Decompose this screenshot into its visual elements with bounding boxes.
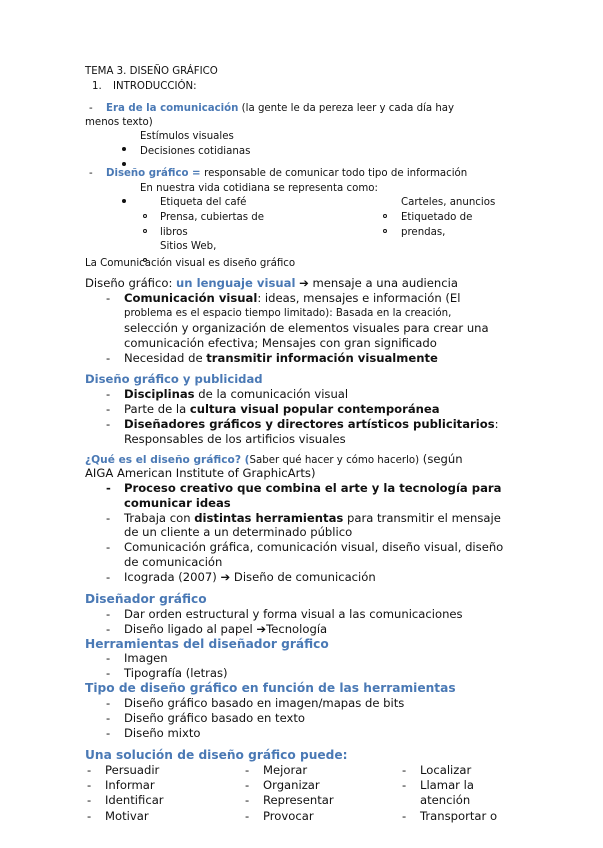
dash-bullet: - (89, 103, 93, 114)
dash-bullet: - (89, 168, 93, 179)
que-note: Saber qué hacer y cómo hacerlo) (249, 455, 420, 466)
solucion-col3-item: atención (420, 793, 471, 807)
dash-bullet: - (106, 607, 111, 621)
comunicacion-line: Comunicación gráfica, comunicación visual, diseño visual, diseño (124, 540, 504, 554)
era-item: Decisiones cotidianas (140, 146, 251, 157)
dash-bullet: - (106, 711, 111, 725)
era-note-cont: menos texto) (85, 117, 153, 128)
dash-bullet: - (245, 809, 250, 823)
dash-bullet: - (106, 387, 111, 401)
era-line (106, 103, 454, 115)
cv-text: : ideas, mensajes e información (El (257, 291, 461, 305)
proceso-line: Proceso creativo que combina el arte y la tecnología para (124, 481, 502, 495)
bullet-dot (122, 188, 126, 207)
dash-bullet: - (87, 778, 92, 792)
cv-text-4: comunicación efectiva; Mensajes con gran significado (124, 336, 437, 350)
lenguaje-pre: Diseño gráfico: (85, 276, 177, 290)
cultura-bold: cultura visual popular contemporánea (189, 402, 440, 416)
dash-bullet: - (106, 402, 111, 416)
cv-line: La Comunicación visual es diseño gráfico (85, 258, 296, 269)
herramientas-bold: distintas herramientas (194, 511, 344, 525)
dash-bullet: - (245, 763, 250, 777)
publicidad-item (124, 388, 348, 401)
cv-item (124, 292, 460, 305)
dash-bullet: - (106, 726, 111, 740)
disenadores-bold: Diseñadores gráficos y directores artísticos publicitarios (124, 417, 495, 431)
necesidad-bold: transmitir información visualmente (206, 351, 438, 365)
lenguaje-line (85, 277, 458, 290)
dash-bullet: - (106, 511, 111, 525)
dash-bullet: - (106, 291, 111, 305)
dg-left-item: Sitios Web, (160, 241, 217, 252)
disenador-heading: Diseñador gráfico (85, 592, 207, 606)
tipo-item: Diseño gráfico basado en imagen/mapas de bits (124, 696, 405, 710)
dg-right-item: Carteles, anuncios (401, 197, 496, 208)
comunicacion-line-2: de comunicación (124, 555, 223, 569)
dg-heading: Diseño gráfico = (106, 168, 205, 179)
disenador-item: Diseño ligado al papel ➔Tecnología (124, 622, 328, 636)
parte-text: Parte de la (124, 402, 190, 416)
cv-text-2: problema es el espacio tiempo limitado): Basada en la creación, (124, 308, 452, 319)
intro-label: INTRODUCCIÓN: (113, 81, 197, 92)
dg-right-item: Etiquetado de (401, 212, 473, 223)
dash-bullet: - (106, 540, 111, 554)
dash-bullet: - (106, 696, 111, 710)
disenador-item: Dar orden estructural y forma visual a las comunicaciones (124, 607, 463, 621)
solucion-col3-item: Llamar la (420, 778, 474, 792)
que-line (85, 453, 463, 467)
trabaja-line (124, 512, 501, 525)
que-heading: ¿Qué es el diseño gráfico? ( (85, 454, 250, 466)
tipo-item: Diseño gráfico basado en texto (124, 711, 306, 725)
dg-left-item: Etiqueta del café (160, 197, 247, 208)
bullet-circle (143, 218, 147, 237)
trabaja-text: Trabaja con (124, 511, 195, 525)
dash-bullet: - (87, 809, 92, 823)
dg-right-item: prendas, (401, 227, 446, 238)
que-segun: (según (419, 452, 463, 466)
necesidad-text: Necesidad de (124, 351, 207, 365)
solucion-col1-item: Informar (105, 778, 155, 792)
dg-text: responsable de comunicar todo tipo de información (204, 168, 468, 179)
trabaja-rest: para transmitir el mensaje (343, 511, 501, 525)
solucion-col2-item: Mejorar (263, 763, 308, 777)
publicidad-item (124, 418, 499, 431)
bullet-circle (383, 218, 387, 237)
disciplinas-bold: Disciplinas (124, 387, 195, 401)
solucion-heading: Una solución de diseño gráfico puede: (85, 748, 348, 762)
dash-bullet: - (106, 417, 111, 431)
dg-line (106, 168, 467, 180)
aiga-line: AIGA American Institute of GraphicArts) (85, 466, 316, 480)
dash-bullet: - (87, 763, 92, 777)
dash-bullet: - (106, 351, 111, 365)
dash-bullet: - (106, 666, 111, 680)
solucion-col1-item: Persuadir (105, 763, 160, 777)
solucion-col3-item: Transportar o (420, 809, 498, 823)
icograda-line: Icograda (2007) ➔ Diseño de comunicación (124, 570, 376, 584)
solucion-col2-item: Provocar (263, 809, 314, 823)
publicidad-item (124, 403, 440, 416)
solucion-col2-item: Organizar (263, 778, 320, 792)
dash-bullet: - (402, 778, 407, 792)
page-title: TEMA 3. DISEÑO GRÁFICO (85, 66, 218, 77)
necesidad-item (124, 352, 438, 365)
solucion-col1-item: Identificar (105, 793, 164, 807)
dash-bullet: - (106, 622, 111, 636)
herramientas-item: Tipografía (letras) (124, 666, 228, 680)
cv-bold: Comunicación visual (124, 291, 258, 305)
dash-bullet: - (106, 570, 111, 584)
dg-sub: En nuestra vida cotidiana se representa como: (140, 183, 378, 194)
lenguaje-highlight: un lenguaje visual (176, 276, 296, 290)
trabaja-line-2: de un cliente a un determinado público (124, 525, 353, 539)
dash-bullet: - (245, 778, 250, 792)
dash-bullet: - (402, 809, 407, 823)
solucion-col3-item: Localizar (420, 763, 472, 777)
solucion-col2-item: Representar (263, 793, 334, 807)
tipo-heading: Tipo de diseño gráfico en función de las herramientas (85, 681, 456, 695)
lenguaje-post: ➔ mensaje a una audiencia (295, 276, 458, 290)
herramientas-heading: Herramientas del diseñador gráfico (85, 637, 329, 651)
era-heading: Era de la comunicación (106, 103, 239, 114)
cv-text-cont (124, 308, 451, 320)
dg-left-item: libros (160, 227, 188, 238)
dash-bullet: - (106, 651, 111, 665)
dash-bullet: - (402, 763, 407, 777)
proceso-line-2: comunicar ideas (124, 496, 231, 510)
disenadores-colon: : (494, 417, 499, 431)
solucion-col1-item: Motivar (105, 809, 149, 823)
dash-bullet: - (106, 481, 111, 495)
cv-text-3: selección y organización de elementos visuales para crear una (124, 321, 489, 335)
publicidad-heading: Diseño gráfico y publicidad (85, 372, 263, 386)
dg-left-item: Prensa, cubiertas de (160, 212, 265, 223)
intro-number: 1. (92, 81, 102, 92)
dash-bullet: - (245, 793, 250, 807)
dash-bullet: - (87, 793, 92, 807)
responsables-text: Responsables de los artificios visuales (124, 432, 346, 446)
era-item: Estímulos visuales (140, 131, 234, 142)
era-note: (la gente le da pereza leer y cada día hay (238, 103, 455, 114)
disciplinas-text: de la comunicación visual (194, 387, 349, 401)
tipo-item: Diseño mixto (124, 726, 201, 740)
herramientas-item: Imagen (124, 651, 168, 665)
